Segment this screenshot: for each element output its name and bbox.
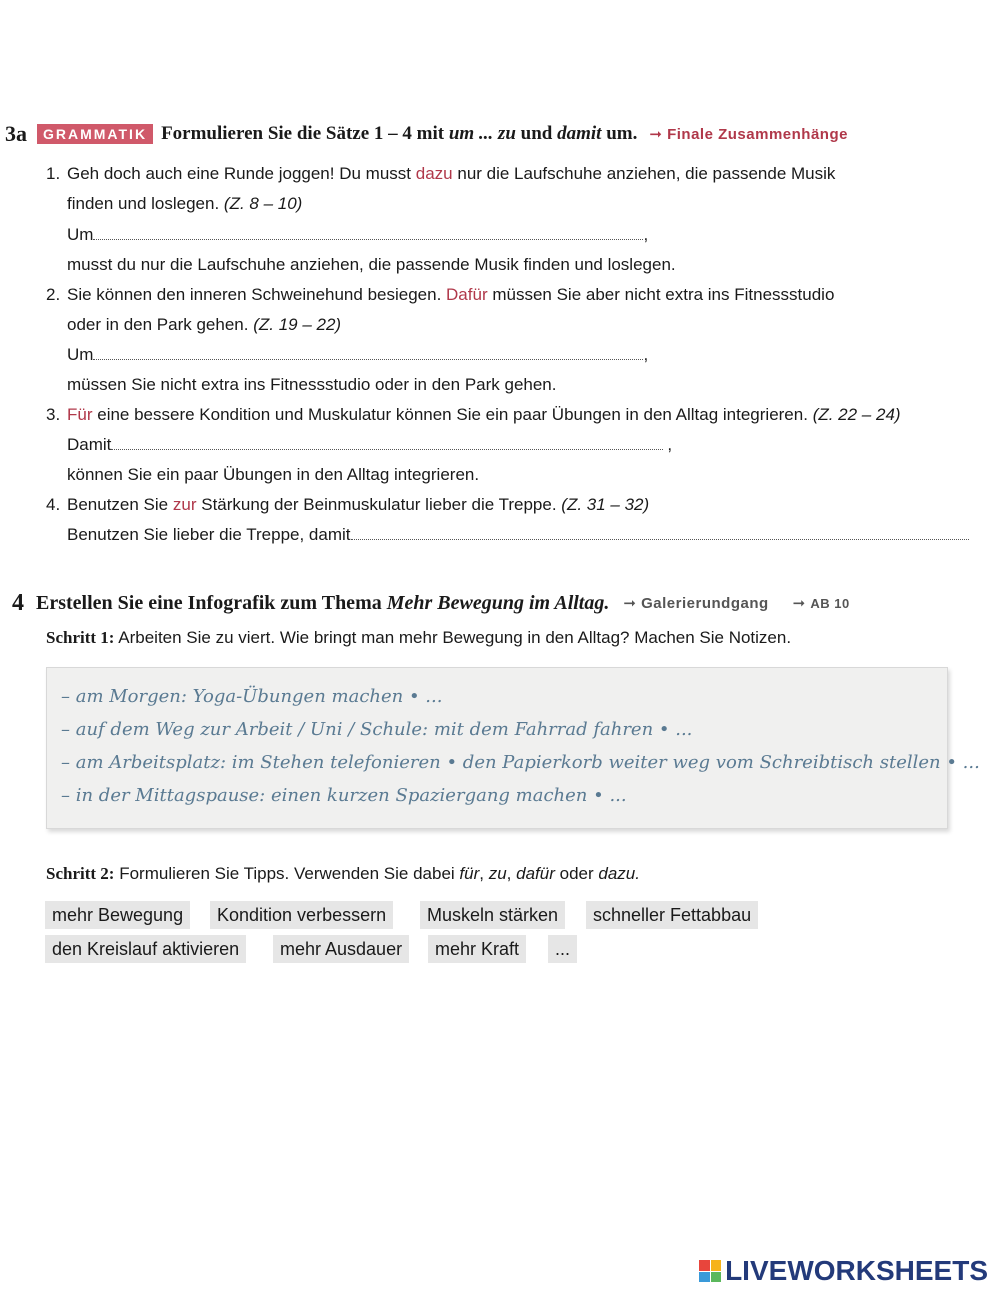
word-chip: mehr Ausdauer xyxy=(273,935,409,963)
exercise-number: 3a xyxy=(5,121,27,146)
word-chip: Kondition verbessern xyxy=(210,901,393,929)
word-chip: mehr Kraft xyxy=(428,935,526,963)
word-chip: mehr Bewegung xyxy=(45,901,190,929)
liveworksheets-logo: LIVEWORKSHEETS xyxy=(699,1255,988,1287)
note-line: – auf dem Weg zur Arbeit / Uni / Schule: mit dem Fahrrad fahren • ... xyxy=(61,719,693,740)
arrow-right-icon: ➞ xyxy=(649,126,663,143)
exercise-3a-header xyxy=(5,120,848,148)
exercise-title: Formulieren Sie die Sätze 1 – 4 mit um ... zu und damit um. xyxy=(161,123,638,144)
exercise-number: 4 xyxy=(12,589,24,616)
exercise-title: Erstellen Sie eine Infografik zum Thema Mehr Bewegung im Alltag. xyxy=(36,591,610,614)
word-chip: Muskeln stärken xyxy=(420,901,565,929)
reference-link[interactable]: ➞ Finale Zusammenhänge xyxy=(649,126,848,143)
word-chip: den Kreislauf aktivieren xyxy=(45,935,246,963)
step-1: Schritt 1: Arbeiten Sie zu viert. Wie bringt man mehr Bewegung in den Alltag? Machen Sie Notizen. xyxy=(46,628,792,647)
note-line: – am Arbeitsplatz: im Stehen telefonieren • den Papierkorb weiter weg vom Schreibtisch stellen • ... xyxy=(61,752,980,773)
word-chip: ... xyxy=(548,935,577,963)
item-4-line-a: 4. Benutzen Sie zur Stärkung der Beinmuskulatur lieber die Treppe. (Z. 31 – 32) xyxy=(46,495,650,514)
answer-blank-4[interactable] xyxy=(351,523,969,540)
arrow-right-icon: ➞ xyxy=(792,595,806,612)
answer-blank-2[interactable] xyxy=(93,343,643,360)
grammar-badge: GRAMMATIK xyxy=(37,124,153,144)
answer-blank-3[interactable] xyxy=(111,433,663,450)
reference-link-gallery[interactable]: ➞ Galerierundgang xyxy=(623,595,769,612)
logo-mark-icon xyxy=(699,1260,721,1282)
note-line: – in der Mittagspause: einen kurzen Spaziergang machen • ... xyxy=(61,785,627,806)
item-1-line-a: 1. Geh doch auch eine Runde joggen! Du musst dazu nur die Laufschuhe anziehen, die passende Musik xyxy=(46,164,836,183)
item-3-line-d: können Sie ein paar Übungen in den Alltag integrieren. xyxy=(67,465,480,484)
item-2-answer-line: Um , xyxy=(67,345,649,364)
step-2: Schritt 2: Formulieren Sie Tipps. Verwenden Sie dabei für, zu, dafür oder dazu. xyxy=(46,864,640,883)
item-2-line-b: oder in den Park gehen. (Z. 19 – 22) xyxy=(67,315,342,334)
arrow-right-icon: ➞ xyxy=(623,595,637,612)
item-1-line-d: musst du nur die Laufschuhe anziehen, die passende Musik finden und loslegen. xyxy=(67,255,676,274)
item-1-answer-line: Um , xyxy=(67,225,649,244)
word-chip: schneller Fettabbau xyxy=(586,901,758,929)
item-4-answer-line: Benutzen Sie lieber die Treppe, damit xyxy=(67,523,969,547)
reference-link-ab10[interactable]: ➞ AB 10 xyxy=(792,595,850,612)
item-3-answer-line: Damit , xyxy=(67,435,673,454)
item-2-line-a: 2. Sie können den inneren Schweinehund besiegen. Dafür müssen Sie aber nicht extra ins Fitnessstudio xyxy=(46,285,835,304)
item-1-line-b: finden und loslegen. (Z. 8 – 10) xyxy=(67,194,303,213)
note-line: – am Morgen: Yoga-Übungen machen • ... xyxy=(61,686,443,707)
answer-blank-1[interactable] xyxy=(93,223,643,240)
notes-box xyxy=(46,667,980,829)
item-3-line-a: 3. Für eine bessere Kondition und Muskulatur können Sie ein paar Übungen in den Alltag integrieren. (Z. 22 – 24) xyxy=(46,405,901,424)
exercise-4-header xyxy=(12,588,850,618)
item-2-line-d: müssen Sie nicht extra ins Fitnessstudio oder in den Park gehen. xyxy=(67,375,557,394)
